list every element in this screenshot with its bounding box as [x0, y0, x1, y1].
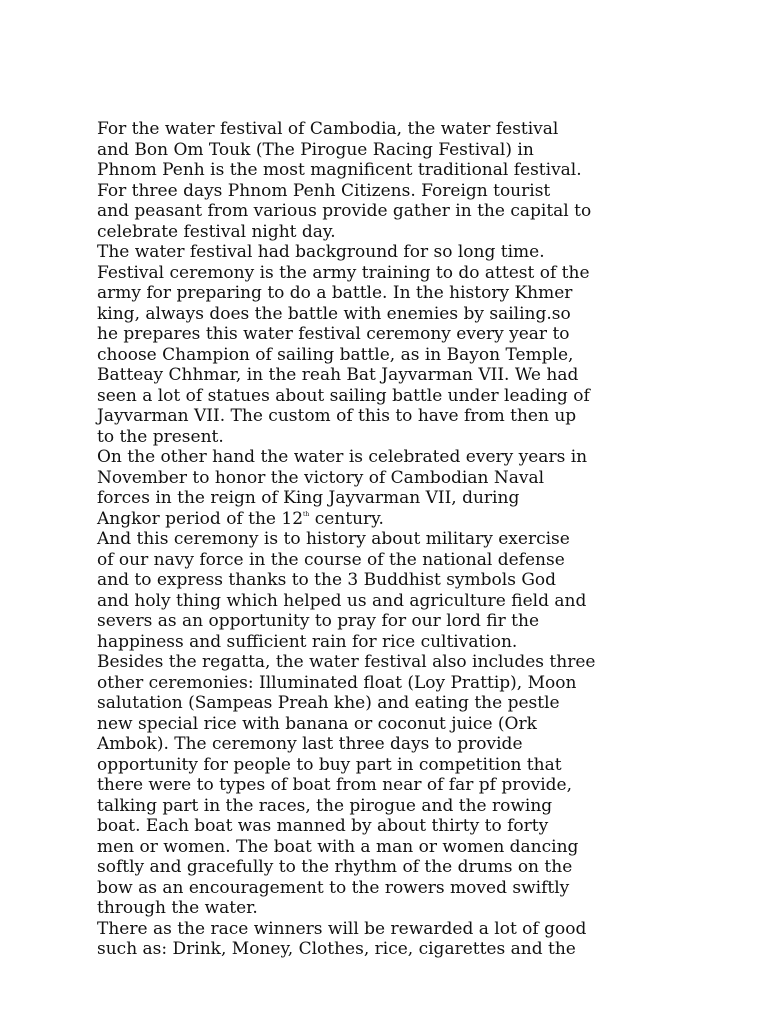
text-line: Festival ceremony is the army training to do attest of the: [97, 262, 590, 283]
text-line: For three days Phnom Penh Citizens. Foreign tourist: [97, 180, 551, 201]
text-line-angkor: [97, 509, 567, 530]
ordinal-superscript: th: [303, 510, 310, 518]
text-line: And this ceremony is to history about military exercise: [97, 529, 570, 549]
text-line: The water festival had background for so long time.: [97, 242, 545, 262]
angkor-text-before: Angkor period of the 12: [97, 508, 304, 529]
text-line: seen a lot of statues about sailing battle under leading of: [97, 385, 590, 406]
text-line: opportunity for people to buy part in competition that: [97, 754, 562, 775]
text-line: men or women. The boat with a man or women dancing: [97, 836, 579, 857]
text-line: Phnom Penh is the most magnificent traditional festival.: [97, 160, 582, 180]
text-line: and Bon Om Touk (The Pirogue Racing Festival) in: [97, 139, 534, 160]
text-line: such as: Drink, Money, Clothes, rice, cigarettes and the: [97, 939, 576, 959]
text-line: softly and gracefully to the rhythm of the drums on the: [97, 857, 573, 877]
angkor-text-after: century.: [309, 508, 384, 529]
text-line: happiness and sufficient rain for rice cultivation.: [97, 631, 518, 652]
text-line: November to honor the victory of Cambodian Naval: [97, 467, 545, 488]
text-line: For the water festival of Cambodia, the water festival: [97, 119, 559, 139]
text-line: to the present.: [97, 426, 224, 447]
text-line: he prepares this water festival ceremony every year to: [97, 324, 570, 344]
text-line: Batteay Chhmar, in the reah Bat Jayvarman VII. We had: [97, 365, 579, 385]
text-line: severs as an opportunity to pray for our lord fir the: [97, 611, 540, 631]
text-line: and to express thanks to the 3 Buddhist symbols God: [97, 570, 557, 590]
text-line: king, always does the battle with enemies by sailing.so: [97, 303, 571, 324]
text-line: army for preparing to do a battle. In the history Khmer: [97, 283, 573, 303]
text-line: There as the race winners will be rewarded a lot of good: [97, 918, 587, 939]
text-line: On the other hand the water is celebrated every years in: [97, 447, 588, 467]
text-line: talking part in the races, the pirogue and the rowing: [97, 795, 553, 816]
text-line: boat. Each boat was manned by about thirty to forty: [97, 816, 549, 836]
text-line: other ceremonies: Illuminated float (Loy Prattip), Moon: [97, 672, 577, 693]
document-page: [97, 119, 596, 960]
text-line: celebrate festival night day.: [97, 221, 336, 242]
text-line: and peasant from various provide gather in the capital to: [97, 201, 592, 221]
text-line: forces in the reign of King Jayvarman VII, during: [97, 488, 520, 508]
text-line: Besides the regatta, the water festival also includes three: [97, 652, 596, 672]
text-line: bow as an encouragement to the rowers moved swiftly: [97, 877, 570, 898]
text-line: through the water.: [97, 898, 258, 918]
text-line: Ambok). The ceremony last three days to provide: [97, 734, 523, 754]
text-line: there were to types of boat from near of far pf provide,: [97, 775, 572, 795]
text-line: new special rice with banana or coconut juice (Ork: [97, 713, 537, 734]
text-line: and holy thing which helped us and agriculture field and: [97, 590, 587, 611]
text-line: Jayvarman VII. The custom of this to have from then up: [97, 406, 577, 426]
text-line: of our navy force in the course of the national defense: [97, 549, 565, 570]
text-line: choose Champion of sailing battle, as in Bayon Temple,: [97, 344, 574, 365]
text-line: salutation (Sampeas Preah khe) and eating the pestle: [97, 693, 560, 713]
